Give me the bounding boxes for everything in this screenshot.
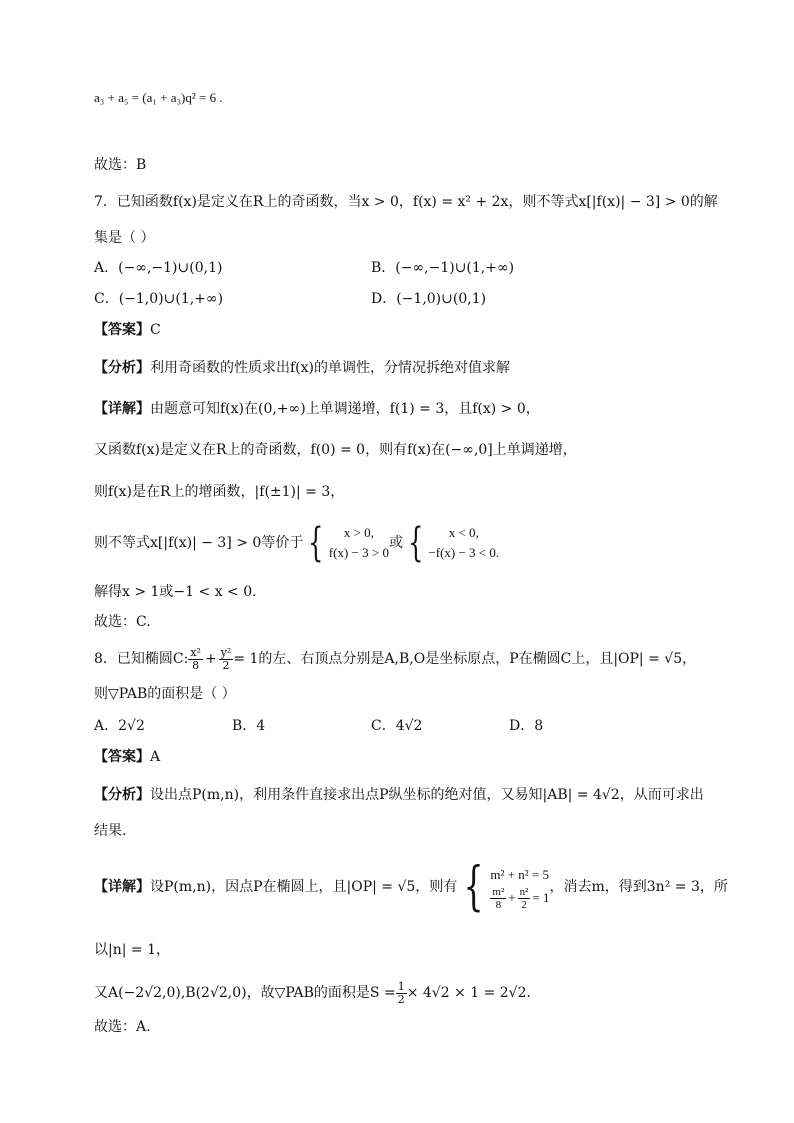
q8-option-b: B．4 [232, 718, 266, 734]
question-8-stem [94, 642, 700, 676]
detail-text-pre: 设P(m,n)，因点P在椭圆上，且|OP| = √5，则有 [150, 879, 458, 895]
fraction-denominator: 2 [397, 992, 405, 1006]
fraction-y2-over-2 [219, 647, 234, 672]
detail-text-post: ，消去m，得到3n² = 3，所 [549, 879, 728, 895]
fraction-denominator: 8 [192, 658, 200, 672]
q8-detail-1 [94, 857, 728, 917]
system-2-row-2: −f(x) − 3 < 0. [428, 545, 500, 560]
q8-option-c: C．4√2 [371, 718, 423, 734]
analysis-text: 设出点P(m,n)，利用条件直接求出点P纵坐标的绝对值，又易知|AB| = 4√2，从而可求出 [150, 787, 704, 803]
q7-option-a: A．(−∞,−1)∪(0,1) [94, 260, 223, 276]
q7-option-c: C．(−1,0)∪(1,+∞) [94, 291, 224, 307]
equals-one: = 1 [532, 890, 550, 905]
plus-sign: + [204, 651, 217, 667]
detail-tag: 【详解】 [94, 879, 150, 895]
system-3-row-1: m² + n² = 5 [490, 866, 549, 882]
plus-sign: + [508, 890, 516, 905]
q7-analysis [94, 358, 700, 378]
q8-stem-pre: 8．已知椭圆C: [94, 651, 189, 667]
detail-tag: 【详解】 [94, 401, 150, 417]
left-brace-icon: { [408, 520, 424, 566]
left-brace-icon: { [308, 520, 324, 566]
q7-detail-3: 则f(x)是在R上的增函数，|f(±1)| = 3， [94, 484, 345, 500]
q8-detail-3 [94, 976, 700, 1010]
q7-detail-1 [94, 399, 700, 419]
fraction-one-half [396, 981, 407, 1006]
system-1 [303, 521, 389, 565]
fraction-numerator: m² [492, 885, 505, 898]
q7-answer [94, 320, 700, 340]
detail-4-text: 则不等式x[|f(x)| − 3] > 0等价于 [94, 535, 304, 551]
system-3-rows [490, 864, 549, 911]
detail-3-post: × 4√2 × 1 = 2√2． [406, 985, 541, 1001]
fraction-denominator: 8 [495, 898, 502, 911]
choice-line: 故选：B [94, 157, 147, 173]
fraction-x2-over-8 [188, 647, 203, 672]
q7-detail-2: 又函数f(x)是定义在R上的奇函数，f(0) = 0，则有f(x)在(−∞,0]上单调递增， [94, 442, 577, 458]
q7-detail-4 [94, 521, 700, 565]
question-7-stem: 7．已知函数f(x)是定义在R上的奇函数，当x > 0，f(x) = x² + 2x，则不等式x[|f(x)| − 3] > 0的解 [94, 194, 718, 210]
analysis-tag: 【分析】 [94, 360, 150, 376]
detail-text: 由题意可知f(x)在(0,+∞)上单调递增，f(1) = 3，且f(x) > 0， [150, 401, 540, 417]
answer-tag: 【答案】 [94, 749, 150, 765]
analysis-tag: 【分析】 [94, 787, 150, 803]
system-1-row-1: x > 0, [343, 525, 374, 540]
system-2-rows [428, 523, 499, 563]
system-3-row-2 [490, 886, 549, 911]
q8-detail-2: 以|n| = 1， [94, 942, 170, 958]
analysis-text: 利用奇函数的性质求出f(x)的单调性，分情况拆绝对值求解 [150, 360, 510, 376]
fraction-m2-over-8 [490, 886, 506, 911]
fraction-n2-over-2 [518, 886, 531, 911]
detail-3-pre: 又A(−2√2,0),B(2√2,0)，故▽PAB的面积是S = [94, 985, 396, 1001]
left-brace-icon: { [463, 857, 484, 917]
system-1-rows [329, 523, 389, 563]
q8-stem-post: = 1的左、右顶点分别是A,B,O是坐标原点，P在椭圆C上，且|OP| = √5， [233, 651, 697, 667]
fraction-numerator: 1 [397, 979, 405, 993]
q7-option-b: B．(−∞,−1)∪(1,+∞) [371, 260, 515, 276]
system-1-row-2: f(x) − 3 > 0 [328, 545, 389, 560]
question-7-stem-cont: 集是（ ） [94, 230, 155, 246]
q7-option-d: D．(−1,0)∪(0,1) [371, 291, 487, 307]
or-text: 或 [388, 535, 403, 551]
fraction-numerator: y² [220, 645, 232, 659]
system-2-row-1: x < 0, [448, 525, 479, 540]
equation-line: a₃ + a₅ = (a₁ + a₃)q² = 6 . [94, 90, 223, 105]
q8-answer [94, 747, 700, 767]
fraction-numerator: x² [190, 645, 201, 659]
system-2 [403, 521, 499, 565]
question-8-stem-cont: 则▽PAB的面积是（ ） [94, 686, 236, 702]
q8-option-d: D．8 [509, 718, 544, 734]
fraction-denominator: 2 [222, 658, 230, 672]
answer-tag: 【答案】 [94, 322, 150, 338]
q8-analysis-cont: 结果. [94, 823, 127, 839]
fraction-numerator: n² [519, 885, 529, 898]
answer-value: A [150, 749, 161, 765]
q7-choose: 故选：C. [94, 614, 151, 630]
q8-choose: 故选：A. [94, 1019, 151, 1035]
q7-detail-5: 解得x > 1或−1 < x < 0． [94, 584, 267, 600]
q8-analysis [94, 785, 704, 805]
system-3 [457, 858, 549, 916]
q8-option-a: A．2√2 [94, 718, 145, 734]
answer-value: C [150, 322, 161, 338]
fraction-denominator: 2 [521, 898, 527, 911]
